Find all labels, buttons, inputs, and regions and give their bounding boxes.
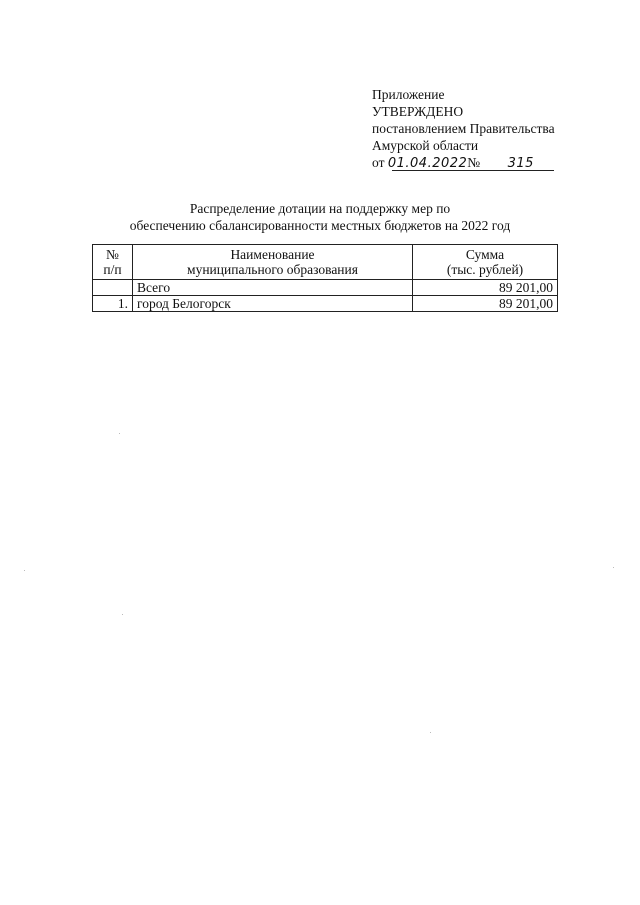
date-prefix: от [372,155,385,170]
header-num-line2: п/п [103,262,122,277]
header-name [133,245,413,280]
row-sum: 89 201,00 [413,296,558,312]
header-sum-line2: (тыс. рублей) [446,262,524,277]
header-num-line1: № [106,247,119,262]
table-row [93,296,558,312]
title-line-1: Распределение дотации на поддержку мер по [189,201,451,216]
scan-speck [430,732,431,733]
header-sum-line1: Сумма [465,247,505,262]
date-underline [392,170,554,171]
header-name-line1: Наименование [230,247,315,262]
title-line-2: обеспечению сбалансированности местных бюджетов на 2022 год [129,218,511,233]
approval-appendix: Приложение [372,87,445,102]
approval-approved: УТВЕРЖДЕНО [372,104,464,119]
row-num [93,280,133,296]
header-name-line2: муниципального образования [187,262,358,277]
scan-speck [613,567,614,568]
approval-date-line [372,154,555,172]
scan-speck [24,570,25,571]
approval-resolution: постановлением Правительства [372,121,555,136]
scan-speck [122,614,123,615]
row-sum: 89 201,00 [413,280,558,296]
row-name: Всего [133,280,413,296]
distribution-table [92,244,558,312]
header-num [93,245,133,280]
number-sign: № [467,155,481,170]
handwritten-number: 315 [507,156,534,171]
approval-region: Амурской области [372,138,479,153]
handwritten-date: 01.04.2022 [387,156,468,171]
row-num: 1. [93,296,133,312]
row-name: город Белогорск [133,296,413,312]
header-sum [413,245,558,280]
document-title [0,200,640,234]
table-row [93,280,558,296]
table-header-row [93,245,558,280]
approval-block [372,86,555,172]
scan-speck [119,433,120,434]
